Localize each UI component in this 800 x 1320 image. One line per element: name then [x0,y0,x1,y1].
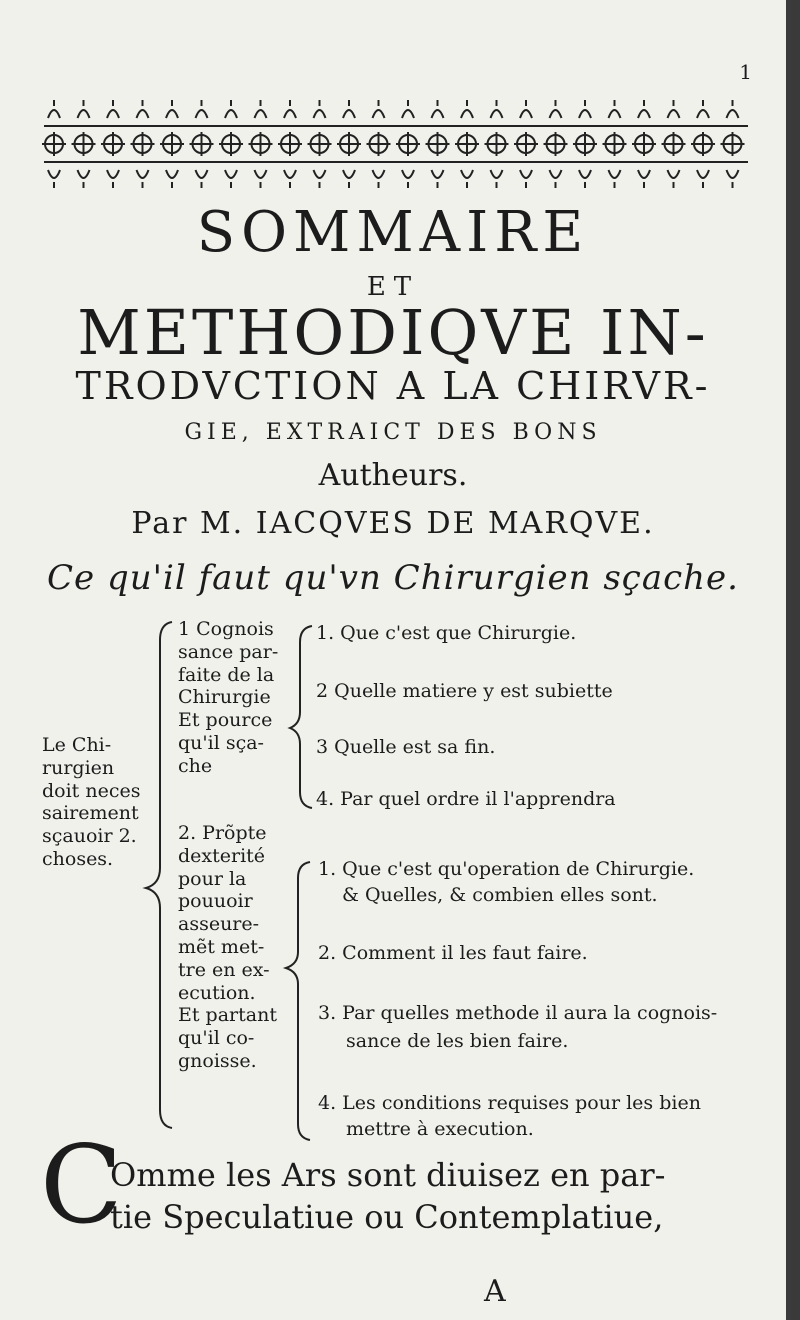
decorative-border-ornament [40,96,752,192]
ornament-drop [78,170,90,188]
ornament-drop [373,170,385,188]
body-text-line-2: tie Speculatiue ou Contemplatiue, [110,1198,664,1236]
ornament-cross [662,132,686,156]
branch-1-item: 2 Quelle matiere y est subiette [316,680,613,702]
ornament-crown [137,100,149,118]
ornament-crown [48,100,60,118]
ornament-crown [343,100,355,118]
branch-label-line: Chirurgie [178,686,271,709]
left-label-line: sçauoir 2. [42,825,137,848]
ornament-drop [520,170,532,188]
title-line-5: GIE, EXTRAICT DES BONS [184,420,602,445]
branch-2-item: 1. Que c'est qu'operation de Chirurgie. [318,858,695,880]
branch-label-line: mẽt met- [178,935,265,958]
branch-label-line: 2. Prõpte [178,822,267,844]
branch-1-item: 1. Que c'est que Chirurgie. [316,622,577,644]
ornament-drop [314,170,326,188]
ornament-cross [42,132,66,156]
branch-label-line: sance par- [178,640,279,663]
ornament-drop [343,170,355,188]
left-label-line: sairement [42,802,139,825]
ornament-crown [668,100,680,118]
ornament-crown [78,100,90,118]
left-label-line: Le Chi- [42,734,112,756]
ornament-cross [455,132,479,156]
branch-label-line: qu'il co- [178,1027,255,1050]
ornament-crown [225,100,237,118]
ornament-cross [514,132,538,156]
left-label-line: choses. [42,847,114,870]
ornament-drop [255,170,267,188]
ornament-cross [72,132,96,156]
branch-label-line: Et pource [178,709,273,732]
left-label-line: doit neces [42,779,141,802]
ornament-cross [101,132,125,156]
ornament-drop [402,170,414,188]
ornament-drop [196,170,208,188]
branch-label-line: che [178,754,213,777]
ornament-drop [491,170,503,188]
branch-label-line: asseure- [178,913,260,936]
ornament-cross [367,132,391,156]
branch-label-line: gnoisse. [178,1049,257,1072]
branch-label-line: qu'il sça- [178,731,264,754]
page-number: 1 [739,60,752,84]
ornament-cross [426,132,450,156]
branch-1-brace [290,626,312,808]
ornament-crown [284,100,296,118]
ornament-crown [107,100,119,118]
title-line-3: METHODIQVE IN- [77,296,709,369]
ornament-drop [697,170,709,188]
ornament-drop [137,170,149,188]
branch-label-line: dexterité [178,844,266,867]
ornament-crown [402,100,414,118]
ornament-cross [603,132,627,156]
ornament-cross [278,132,302,156]
outer-brace [146,622,172,1128]
ornament-drop [225,170,237,188]
ornament-crown [697,100,709,118]
ornament-cross [190,132,214,156]
ornament-crown [579,100,591,118]
ornament-crown [314,100,326,118]
title-line-6: Autheurs. [318,458,468,493]
ornament-drop [107,170,119,188]
branch-2-item: 4. Les conditions requises pour les bien [318,1092,701,1114]
ornament-crown [373,100,385,118]
title-line-2: ET [366,272,420,302]
ornament-cross [160,132,184,156]
ornament-cross [721,132,745,156]
branch-label-line: tre en ex- [178,958,270,981]
author-line: Par M. IACQVES DE MARQVE. [131,506,655,541]
signature-mark: A [484,1274,506,1309]
ornament-cross [396,132,420,156]
ornament-crown [255,100,267,118]
ornament-cross [249,132,273,156]
ornament-crown [609,100,621,118]
branch-label-line: ecution. [178,981,256,1004]
ornament-crown [550,100,562,118]
subtitle-line: Ce qu'il faut qu'vn Chirurgien sçache. [47,558,739,598]
ornament-drop [461,170,473,188]
branch-1-label [178,618,290,778]
branch-2-item-cont: mettre à execution. [346,1118,534,1140]
title-line-4: TRODVCTION A LA CHIRVR- [75,364,711,408]
ornament-crown [432,100,444,118]
branch-label-line: pour la [178,867,247,890]
ornament-cross [337,132,361,156]
branch-2-item-cont: sance de les bien faire. [346,1030,569,1052]
ornament-cross [573,132,597,156]
left-label [42,734,152,871]
ornament-drop [638,170,650,188]
branch-2-item: 2. Comment il les faut faire. [318,942,588,964]
branch-label-line: 1 Cognois [178,618,274,640]
ornament-drop [668,170,680,188]
ornament-drop [579,170,591,188]
body-text-line-1: Omme les Ars sont diuisez en par- [110,1156,666,1194]
ornament-cross [485,132,509,156]
ornament-cross [632,132,656,156]
ornament-cross [131,132,155,156]
ornament-drop [609,170,621,188]
ornament-crown [461,100,473,118]
ornament-crown [196,100,208,118]
ornament-cross [308,132,332,156]
ornament-drop [166,170,178,188]
page-edge-shadow [786,0,800,1320]
ornament-crown [520,100,532,118]
ornament-cross [544,132,568,156]
branch-1-item: 4. Par quel ordre il l'apprendra [316,788,616,810]
branch-2-label [178,822,290,1073]
ornament-crown [638,100,650,118]
ornament-drop [48,170,60,188]
branch-label-line: Et partant [178,1004,277,1027]
ornament-cross [691,132,715,156]
ornament-drop [550,170,562,188]
ornament-crown [727,100,739,118]
title-line-1: SOMMAIRE [196,200,590,265]
branch-label-line: pouuoir [178,890,253,913]
ornament-drop [284,170,296,188]
branch-2-item-cont: & Quelles, & combien elles sont. [342,884,658,906]
ornament-crown [166,100,178,118]
left-label-line: rurgien [42,756,115,779]
branch-1-item: 3 Quelle est sa fin. [316,736,496,758]
branch-2-item: 3. Par quelles methode il aura la cognois- [318,1002,718,1024]
ornament-cross [219,132,243,156]
ornament-crown [491,100,503,118]
ornament-drop [432,170,444,188]
ornament-drop [727,170,739,188]
dropcap-letter: C [40,1123,123,1248]
branch-label-line: faite de la [178,663,275,686]
